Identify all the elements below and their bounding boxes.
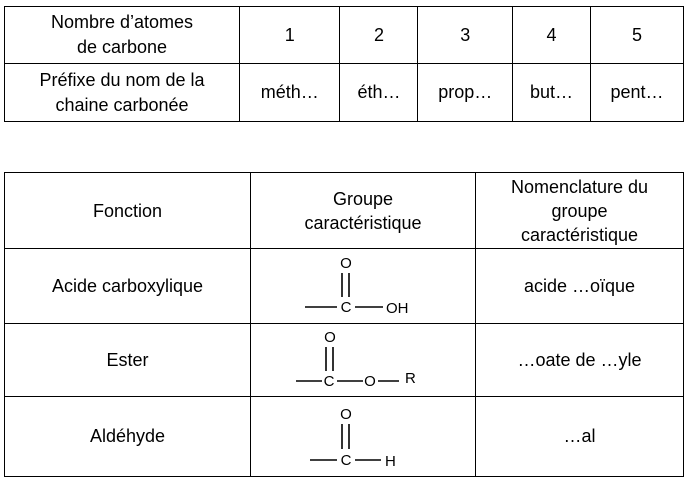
carbon-prefix-table — [4, 6, 684, 122]
fonction-header: Fonction — [5, 173, 251, 249]
formula-cell — [251, 249, 476, 324]
formula-cell — [251, 324, 476, 397]
formula-carbon: C — [323, 373, 335, 390]
formula-carbon: C — [340, 451, 352, 469]
carbon-count-row — [5, 7, 684, 64]
nomenclature-cell: …al — [476, 397, 684, 477]
formula-carbon: C — [340, 299, 352, 316]
prefix-cell: méth… — [240, 64, 340, 122]
table-row — [5, 324, 684, 397]
fonction-cell: Ester — [5, 324, 251, 397]
prefix-cell: prop… — [418, 64, 512, 122]
formula-oxygen-chain: O — [364, 373, 376, 390]
carbon-count-cell: 4 — [512, 7, 590, 64]
ester-formula — [293, 329, 433, 391]
nomenclature-cell: acide …oïque — [476, 249, 684, 324]
carbon-count-cell: 3 — [418, 7, 512, 64]
carbon-count-cell: 1 — [240, 7, 340, 64]
table-row — [5, 249, 684, 324]
prefix-cell: but… — [512, 64, 590, 122]
nomenclature-header: Nomenclature du groupe caractéristique — [476, 173, 684, 249]
formula-right-group: OH — [386, 300, 409, 317]
prefix-cell: pent… — [590, 64, 683, 122]
header-row — [5, 173, 684, 249]
fonction-cell: Aldéhyde — [5, 397, 251, 477]
formula-right-group: H — [385, 452, 396, 470]
carbon-count-cell: 2 — [340, 7, 418, 64]
carbon-count-header: Nombre d’atomes de carbone — [5, 7, 240, 64]
formula-oxygen-top: O — [340, 255, 352, 272]
prefix-cell: éth… — [340, 64, 418, 122]
formula-right-group: R — [405, 370, 416, 387]
nomenclature-cell: …oate de …yle — [476, 324, 684, 397]
table-row — [5, 397, 684, 477]
prefix-header: Préfixe du nom de la chaine carbonée — [5, 64, 240, 122]
carboxylic-acid-formula — [293, 254, 433, 318]
formula-oxygen-top: O — [340, 405, 352, 423]
functional-group-table — [4, 172, 684, 477]
aldehyde-formula — [293, 404, 433, 470]
formula-oxygen-top: O — [324, 329, 336, 346]
fonction-cell: Acide carboxylique — [5, 249, 251, 324]
groupe-header: Groupe caractéristique — [251, 173, 476, 249]
formula-cell — [251, 397, 476, 477]
carbon-count-cell: 5 — [590, 7, 683, 64]
prefix-row — [5, 64, 684, 122]
